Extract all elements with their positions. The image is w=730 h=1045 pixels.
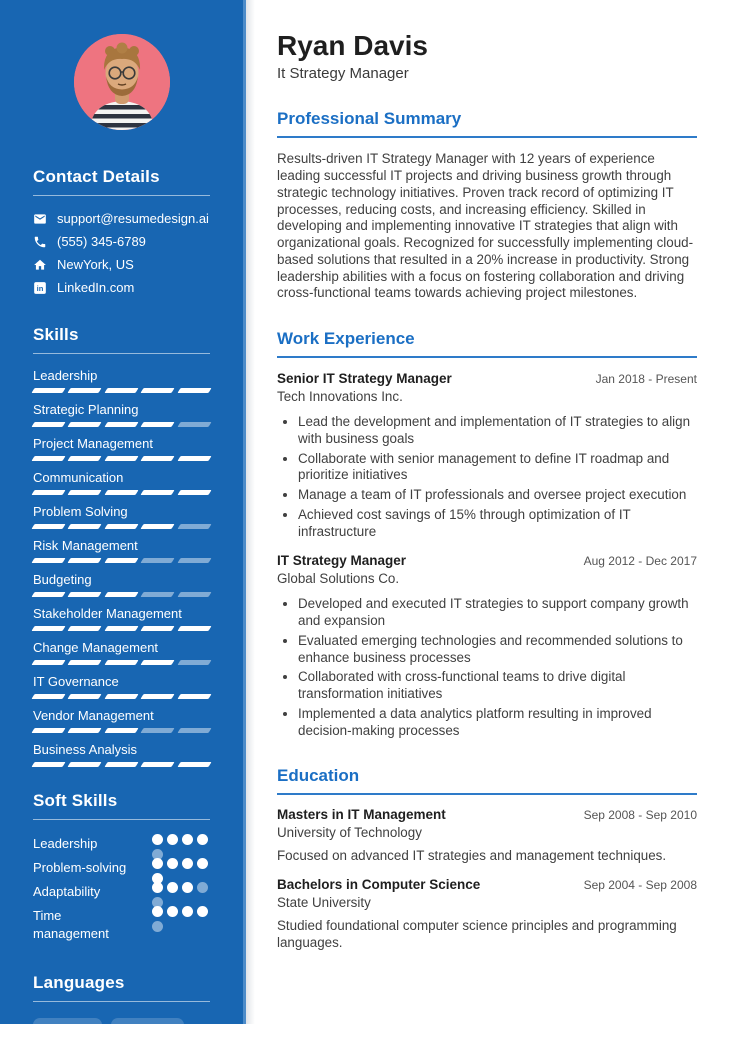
skill-bar-segment	[177, 728, 212, 733]
skill-bar-segment	[31, 490, 66, 495]
soft-skill-dot	[182, 834, 193, 845]
skill-label: Stakeholder Management	[33, 606, 182, 621]
skill-bar-segment	[31, 660, 66, 665]
job-bullet: • Achieved cost savings of 15% through optimization of IT infrastructure	[298, 507, 697, 541]
sidebar	[0, 0, 246, 1039]
job-bullet: • Developed and executed IT strategies to support company growth and expansion	[298, 596, 697, 630]
skill-bar-segment	[31, 626, 66, 631]
skill-level-bar	[33, 558, 210, 563]
skill-bar-segment	[141, 388, 176, 393]
skill-label: Vendor Management	[33, 708, 154, 723]
education-section	[277, 766, 697, 951]
soft-skill-item	[33, 882, 210, 901]
contact-item-linkedin	[33, 281, 210, 295]
svg-text:in: in	[36, 284, 44, 294]
education-description: Studied foundational computer science principles and programming languages.	[277, 917, 677, 951]
skill-label: Change Management	[33, 640, 159, 655]
divider	[33, 819, 210, 820]
soft-skill-item	[33, 906, 210, 943]
contact-location-text: NewYork, US	[57, 257, 134, 272]
soft-skills-title: Soft Skills	[33, 791, 118, 810]
main-content	[246, 0, 730, 1024]
education-entry-head	[277, 807, 697, 822]
skill-item	[33, 640, 210, 665]
soft-skill-item	[33, 834, 210, 853]
job-bullets	[277, 596, 697, 739]
soft-skill-dots	[152, 858, 210, 884]
soft-skill-dot	[152, 882, 163, 893]
education-entry	[277, 877, 697, 952]
skill-bar-segment	[68, 456, 103, 461]
skill-level-bar	[33, 422, 210, 427]
soft-skill-dots	[152, 882, 210, 908]
skill-item	[33, 436, 210, 461]
education-degree: Masters in IT Management	[277, 807, 446, 823]
skill-item	[33, 742, 210, 767]
skill-item	[33, 368, 210, 393]
skill-bar-segment	[68, 592, 103, 597]
language-pill: Spanish	[111, 1018, 184, 1045]
person-job-title: It Strategy Manager	[277, 65, 409, 83]
contact-item-email	[33, 212, 210, 226]
skill-bar-segment	[177, 422, 212, 427]
email-icon	[33, 212, 47, 226]
avatar-photo-illustration	[74, 34, 170, 130]
skill-bar-segment	[141, 762, 176, 767]
summary-text: Results-driven IT Strategy Manager with 12 years of experience leading successful IT projects and driving business growth through strategic technology initiatives. Proven track record of optimizing IT processes, reducing costs, and increasing efficiency. Skilled in developing and implementing innovative IT strategies that align with organizational goals. Recognized for successfully implementing cloud-based solutions that resulted in a 20% increase in productivity. Strong leadership abilities with a focus on fostering collaboration and driving cross-functional teams towards achieving project milestones.	[277, 151, 694, 301]
skill-bar-segment	[104, 490, 139, 495]
phone-icon	[33, 235, 47, 249]
summary-section-title: Professional Summary	[277, 109, 697, 138]
skill-item	[33, 504, 210, 529]
skill-bar-segment	[31, 762, 66, 767]
skill-label: Risk Management	[33, 538, 138, 553]
soft-skill-dot	[182, 906, 193, 917]
skill-bar-segment	[177, 660, 212, 665]
linkedin-icon	[33, 281, 47, 295]
skill-level-bar	[33, 456, 210, 461]
job-dates: Aug 2012 - Dec 2017	[583, 554, 697, 569]
skill-label: Leadership	[33, 368, 98, 383]
skill-bar-segment	[177, 388, 212, 393]
job-title: IT Strategy Manager	[277, 553, 407, 569]
soft-skill-dot	[182, 858, 193, 869]
skill-bar-segment	[31, 694, 66, 699]
soft-skill-dot	[197, 834, 208, 845]
soft-skill-dot	[152, 834, 163, 845]
skill-label: Communication	[33, 470, 124, 485]
skills-title: Skills	[33, 325, 79, 344]
skill-item	[33, 470, 210, 495]
skill-bar-segment	[68, 558, 103, 563]
skill-bar-segment	[141, 490, 176, 495]
skill-bar-segment	[68, 524, 103, 529]
person-name: Ryan Davis	[277, 30, 428, 61]
soft-skill-dot	[167, 906, 178, 917]
contact-details-title: Contact Details	[33, 167, 160, 186]
skill-bar-segment	[177, 490, 212, 495]
contact-item-phone	[33, 235, 210, 249]
job-dates: Jan 2018 - Present	[595, 372, 697, 387]
skill-bar-segment	[31, 388, 66, 393]
avatar-wrap	[33, 34, 210, 130]
job-bullets	[277, 414, 697, 540]
skill-bar-segment	[177, 694, 212, 699]
skill-bar-segment	[104, 422, 139, 427]
skill-bar-segment	[31, 422, 66, 427]
soft-skill-dot	[167, 858, 178, 869]
job-bullet: • Lead the development and implementation of IT strategies to align with business goals	[298, 414, 697, 448]
skill-bar-segment	[141, 626, 176, 631]
skill-bar-segment	[104, 456, 139, 461]
contact-phone-text: (555) 345-6789	[57, 234, 146, 249]
job-bullet: • Implemented a data analytics platform resulting in improved decision-making processes	[298, 706, 697, 740]
soft-skill-dot	[197, 906, 208, 917]
skill-bar-segment	[31, 558, 66, 563]
divider	[33, 195, 210, 196]
skill-bar-segment	[104, 660, 139, 665]
education-entry-head	[277, 877, 697, 892]
skill-bar-segment	[104, 558, 139, 563]
skill-bar-segment	[31, 524, 66, 529]
divider	[33, 1001, 210, 1002]
skill-label: Project Management	[33, 436, 153, 451]
skill-level-bar	[33, 728, 210, 733]
summary-section	[277, 109, 697, 302]
skill-item	[33, 708, 210, 733]
job-bullet: • Evaluated emerging technologies and recommended solutions to enhance business processes	[298, 633, 697, 667]
soft-skill-label: Leadership	[33, 836, 98, 851]
soft-skill-dot	[152, 906, 163, 917]
job-bullet: • Collaborated with cross-functional teams to drive digital transformation initiatives	[298, 669, 697, 703]
soft-skill-dot	[167, 882, 178, 893]
languages-title: Languages	[33, 973, 125, 992]
skill-bar-segment	[68, 388, 103, 393]
skill-label: IT Governance	[33, 674, 119, 689]
job-entry-head	[277, 553, 697, 568]
skill-bar-segment	[141, 422, 176, 427]
education-description: Focused on advanced IT strategies and management techniques.	[277, 848, 667, 864]
skill-bar-segment	[104, 388, 139, 393]
skills-list	[33, 368, 210, 767]
experience-section	[277, 329, 697, 739]
skill-level-bar	[33, 490, 210, 495]
skill-bar-segment	[141, 728, 176, 733]
education-dates: Sep 2008 - Sep 2010	[583, 808, 697, 823]
skill-bar-segment	[104, 626, 139, 631]
skill-bar-segment	[68, 762, 103, 767]
skill-level-bar	[33, 388, 210, 393]
skill-bar-segment	[141, 592, 176, 597]
job-company: Global Solutions Co.	[277, 571, 400, 587]
skill-bar-segment	[31, 592, 66, 597]
contact-item-location	[33, 258, 210, 272]
skill-bar-segment	[177, 456, 212, 461]
skill-bar-segment	[31, 728, 66, 733]
education-dates: Sep 2004 - Sep 2008	[583, 877, 697, 892]
soft-skill-item	[33, 858, 210, 877]
skill-item	[33, 606, 210, 631]
job-bullet: • Manage a team of IT professionals and oversee project execution	[298, 487, 697, 504]
skill-bar-segment	[104, 592, 139, 597]
education-school: State University	[277, 894, 371, 910]
skill-bar-segment	[68, 728, 103, 733]
skill-label: Budgeting	[33, 572, 92, 587]
soft-skill-label: Time management	[33, 908, 109, 941]
job-entry-head	[277, 371, 697, 386]
job-title: Senior IT Strategy Manager	[277, 371, 452, 387]
soft-skill-label: Adaptability	[33, 884, 101, 899]
skill-bar-segment	[104, 728, 139, 733]
skill-item	[33, 538, 210, 563]
skill-bar-segment	[68, 422, 103, 427]
language-pill: English	[33, 1018, 102, 1045]
skill-bar-segment	[177, 524, 212, 529]
soft-skill-dot	[182, 882, 193, 893]
job-entry	[277, 553, 697, 739]
skill-bar-segment	[141, 694, 176, 699]
soft-skill-dot	[152, 858, 163, 869]
skill-bar-segment	[68, 626, 103, 631]
skill-bar-segment	[177, 762, 212, 767]
education-entries	[277, 807, 697, 951]
soft-skill-dot	[197, 882, 208, 893]
contact-email-text: support@resumedesign.ai	[57, 211, 209, 226]
job-bullet: • Collaborate with senior management to define IT roadmap and prioritize initiatives	[298, 451, 697, 485]
skill-level-bar	[33, 524, 210, 529]
education-degree: Bachelors in Computer Science	[277, 876, 481, 892]
skill-label: Business Analysis	[33, 742, 138, 757]
skill-bar-segment	[104, 694, 139, 699]
skill-bar-segment	[141, 524, 176, 529]
contact-list	[33, 212, 210, 295]
skill-label: Problem Solving	[33, 504, 128, 519]
experience-section-title: Work Experience	[277, 329, 697, 358]
soft-skill-dot	[167, 834, 178, 845]
skill-bar-segment	[68, 660, 103, 665]
skill-bar-segment	[104, 762, 139, 767]
skill-bar-segment	[104, 524, 139, 529]
experience-entries	[277, 371, 697, 739]
education-entry	[277, 807, 697, 864]
skill-bar-segment	[141, 558, 176, 563]
job-company: Tech Innovations Inc.	[277, 389, 403, 405]
soft-skill-dots	[152, 906, 210, 932]
skill-bar-segment	[141, 456, 176, 461]
soft-skill-dot	[152, 921, 163, 932]
skill-bar-segment	[68, 694, 103, 699]
languages-list	[33, 1018, 210, 1045]
skill-item	[33, 402, 210, 427]
education-section-title: Education	[277, 766, 697, 795]
skill-bar-segment	[68, 490, 103, 495]
skill-level-bar	[33, 694, 210, 699]
soft-skill-dots	[152, 834, 210, 860]
job-entry	[277, 371, 697, 540]
contact-linkedin-text: LinkedIn.com	[57, 280, 135, 295]
skill-item	[33, 674, 210, 699]
education-school: University of Technology	[277, 825, 422, 841]
skill-level-bar	[33, 660, 210, 665]
divider	[33, 353, 210, 354]
skill-bar-segment	[31, 456, 66, 461]
skill-bar-segment	[141, 660, 176, 665]
skill-bar-segment	[177, 626, 212, 631]
home-icon	[33, 258, 47, 272]
skill-label: Strategic Planning	[33, 402, 139, 417]
skill-level-bar	[33, 592, 210, 597]
soft-skill-dot	[197, 858, 208, 869]
skill-level-bar	[33, 626, 210, 631]
skill-bar-segment	[177, 558, 212, 563]
avatar	[74, 34, 170, 130]
skill-item	[33, 572, 210, 597]
skill-bar-segment	[177, 592, 212, 597]
skill-level-bar	[33, 762, 210, 767]
soft-skills-list	[33, 834, 210, 943]
soft-skill-label: Problem-solving	[33, 860, 127, 875]
